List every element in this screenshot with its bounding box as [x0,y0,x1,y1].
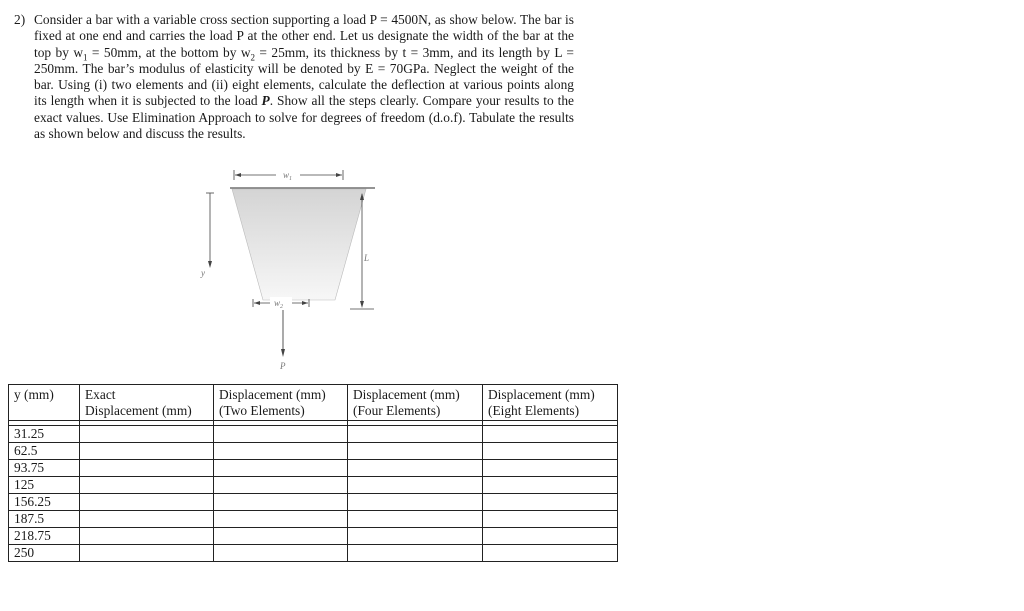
table-row [9,511,618,528]
y-cell: 31.25 [9,426,80,443]
four-elem-cell [348,477,483,494]
table-row [9,545,618,562]
four-elem-cell [348,443,483,460]
header-two-elements: Displacement (mm) (Two Elements) [214,385,348,421]
eight-elem-cell [483,443,618,460]
two-elem-cell [214,494,348,511]
four-elem-cell [348,426,483,443]
eight-elem-cell [483,511,618,528]
four-elem-cell [348,511,483,528]
bar-diagram [190,160,390,380]
two-elem-cell [214,545,348,562]
exact-cell [80,511,214,528]
w1-label: $w_1$ [283,170,293,182]
y-cell: 62.5 [9,443,80,460]
eight-elem-cell [483,494,618,511]
eight-elem-cell [483,545,618,562]
two-elem-cell [214,477,348,494]
table-row [9,494,618,511]
exact-cell [80,545,214,562]
y-cell: 93.75 [9,460,80,477]
exact-cell [80,443,214,460]
load-label: P [280,361,286,371]
table-row [9,477,618,494]
two-elem-cell [214,511,348,528]
tapered-bar [232,189,366,300]
two-elem-cell [214,528,348,545]
header-exact: Exact Displacement (mm) [80,385,214,421]
load-symbol: P [261,93,270,109]
y-cell: 250 [9,545,80,562]
two-elem-cell [214,460,348,477]
four-elem-cell [348,545,483,562]
header-eight-elements: Displacement (mm) (Eight Elements) [483,385,618,421]
exact-cell [80,477,214,494]
four-elem-cell [348,494,483,511]
problem-number: 2) [14,12,26,27]
problem-statement [14,12,574,142]
exact-cell [80,426,214,443]
y-cell: 156.25 [9,494,80,511]
table-row [9,460,618,477]
four-elem-cell [348,528,483,545]
y-cell: 187.5 [9,511,80,528]
exact-cell [80,528,214,545]
eight-elem-cell [483,460,618,477]
tapered-bar-figure [190,160,390,380]
problem-text: Consider a bar with a variable cross section supporting a load P = 4500N, as show below. The bar is fixed at one end and carries the load P at the other end. Let us designate the width of the bar at the top by $w_1 = 50mm$, at the bottom by $w_2 = 25mm$, its thickness by t = 3mm, and its length by L = 250mm. The bar’s modulus of elasticity will be denoted by E = 70GPa. Neglect the weight of the bar. Using (i) two elements and (ii) eight elements, calculate the deflection at various points along its length when it is subjected to the load P. Show all the steps clearly. Compare your results to the exact values. Use Elimination Approach to solve for degrees of freedom (d.o.f). Tabulate the results as shown below and discuss the results. [34,12,574,142]
y-cell: 218.75 [9,528,80,545]
exact-cell [80,460,214,477]
exact-cell [80,494,214,511]
two-elem-cell [214,443,348,460]
two-elem-cell [214,426,348,443]
eight-elem-cell [483,477,618,494]
table-row [9,528,618,545]
eight-elem-cell [483,426,618,443]
table-row [9,443,618,460]
length-label: L [364,253,370,263]
four-elem-cell [348,460,483,477]
eight-elem-cell [483,528,618,545]
results-table [8,384,618,562]
w2-label: $w_2$ [274,298,284,310]
y-label: y [201,268,205,278]
header-four-elements: Displacement (mm) (Four Elements) [348,385,483,421]
table-header-row [9,385,618,421]
table-row [9,426,618,443]
header-y: y (mm) [9,385,80,421]
y-cell: 125 [9,477,80,494]
